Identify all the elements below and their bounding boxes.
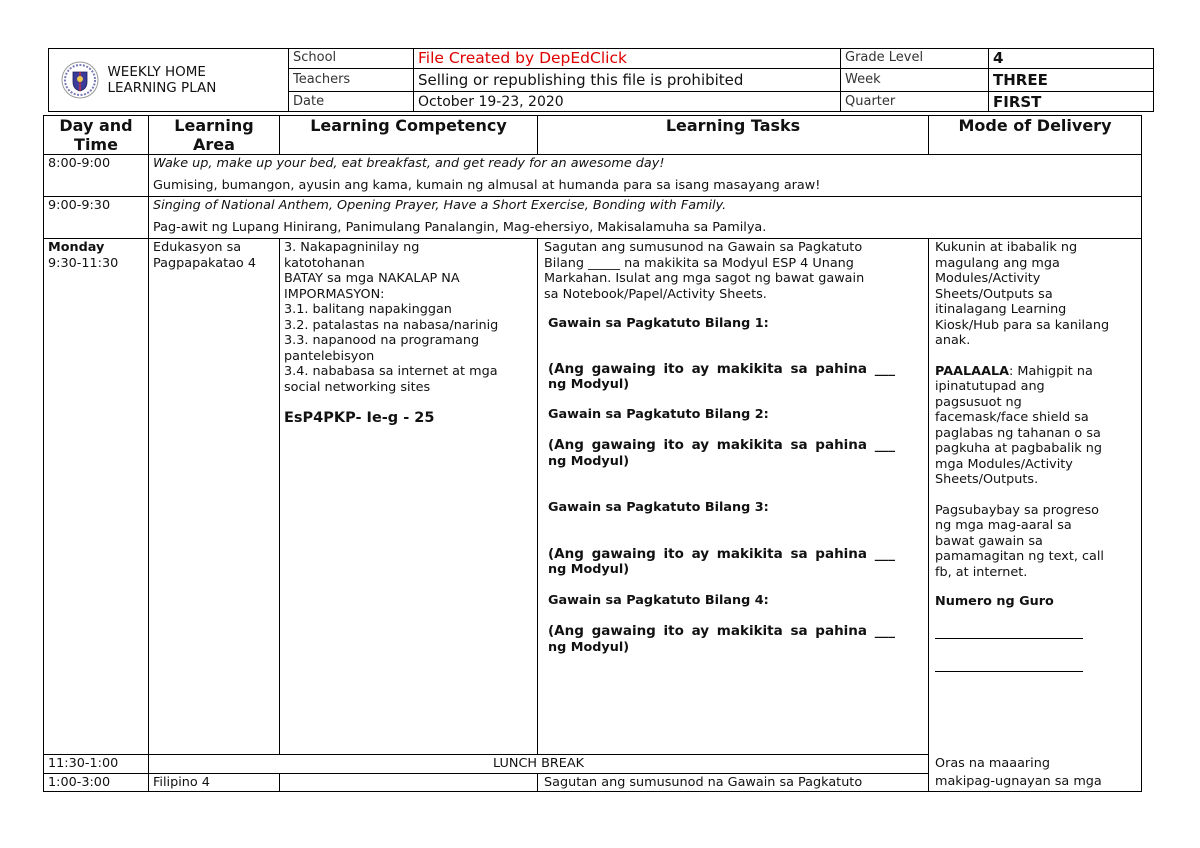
competency-line: social networking sites	[284, 379, 431, 395]
paalala-line: facemask/face shield sa	[935, 410, 1089, 425]
plan-header	[48, 48, 1153, 112]
competency-line: pantelebisyon	[284, 348, 375, 364]
grade-level-label: Grade Level	[841, 49, 989, 69]
tasks-intro: sa Notebook/Papel/Activity Sheets.	[544, 286, 767, 302]
col-day-time-line2: Time	[74, 135, 118, 154]
monday-mode-cell	[929, 239, 1142, 755]
col-learning-area-line1: Learning	[174, 116, 254, 135]
plan-title-line2: LEARNING PLAN	[107, 80, 217, 96]
plan-title-line1: WEEKLY HOME	[107, 64, 206, 80]
paalala-line: mga Modules/Activity	[935, 456, 1073, 472]
row1-activity	[149, 155, 1142, 197]
competency-code: EsP4PKP- Ie-g - 25	[284, 410, 435, 426]
progress-line: bawat gawain sa	[935, 533, 1043, 549]
progress-line: pamamagitan ng text, call	[935, 549, 1104, 564]
mode-line: Kiosk/Hub para sa kanilang	[935, 317, 1110, 333]
competency-line: 3.3. napanood na programang	[284, 333, 480, 348]
monday-competency-cell	[280, 239, 538, 755]
paalala-label: PAALAALA	[935, 363, 1010, 379]
paalala-text: : Mahigpit na	[1009, 363, 1093, 379]
tasks-intro: Bilang _____ na makikita sa Modyul ESP 4 Unang	[544, 255, 854, 271]
schedule-table	[43, 115, 1142, 792]
row2-time: 9:00-9:30	[44, 197, 149, 239]
gawain-note: (Ang gawaing ito ay makikita sa pahina ___	[548, 545, 895, 562]
gawain-note-2: ng Modyul)	[548, 562, 630, 577]
table-row	[44, 155, 1142, 197]
grade-level-value: 4	[989, 49, 1154, 69]
gawain-note: (Ang gawaing ito ay makikita sa pahina ___	[548, 360, 895, 377]
school-label: School	[289, 49, 414, 69]
column-header-row	[44, 116, 1142, 155]
paalala-line: Sheets/Outputs.	[935, 472, 1039, 487]
competency-line: 3.2. patalastas na nabasa/narinig	[284, 317, 499, 333]
gawain-note-2: ng Modyul)	[548, 377, 630, 392]
paalala-line: ipinatutupad ang	[935, 379, 1045, 394]
afternoon-mode: makipag-ugnayan sa mga	[929, 773, 1142, 792]
monday-area-line2: Pagpapakatao 4	[153, 255, 256, 271]
blank-line-1	[935, 626, 1137, 644]
col-learning-area-line2: Area	[193, 135, 235, 154]
mode-line: Kukunin at ibabalik ng	[935, 240, 1078, 255]
competency-line: 3.1. balitang napakinggan	[284, 302, 452, 317]
gawain-note: (Ang gawaing ito ay makikita sa pahina ___	[548, 623, 895, 639]
week-value: THREE	[989, 68, 1154, 91]
monday-tasks-cell	[538, 239, 929, 755]
paalala-line: pagsusuot ng	[935, 394, 1022, 410]
gawain-2: Gawain sa Pagkatuto Bilang 2:	[548, 406, 769, 422]
row2-line1: Singing of National Anthem, Opening Prayer, Have a Short Exercise, Bonding with Family.	[153, 198, 727, 213]
lunch-row	[44, 755, 1142, 774]
monday-time: 9:30-11:30	[48, 255, 119, 271]
monday-time-cell	[44, 239, 149, 755]
gawain-4: Gawain sa Pagkatuto Bilang 4:	[548, 592, 769, 608]
mode-line: magulang ang mga	[935, 255, 1060, 271]
competency-line: 3. Nakapagninilay ng	[284, 240, 420, 255]
col-day-time-line1: Day and	[59, 116, 133, 135]
quarter-value: FIRST	[989, 92, 1154, 112]
date-value: October 19-23, 2020	[414, 92, 841, 112]
mode-line: itinalagang Learning	[935, 302, 1067, 317]
deped-seal-icon	[61, 61, 99, 99]
header-table	[48, 48, 1154, 112]
monday-row	[44, 239, 1142, 755]
paalala-line	[935, 364, 1137, 380]
blank-line-2	[935, 659, 1137, 677]
progress-line: Pagsubaybay sa progreso	[935, 502, 1100, 518]
afternoon-row	[44, 773, 1142, 792]
afternoon-area: Filipino 4	[149, 773, 280, 792]
gawain-note-2: ng Modyul)	[548, 453, 630, 469]
tasks-intro: Markahan. Isulat ang mga sagot ng bawat gawain	[544, 271, 865, 286]
gawain-note-2: ng Modyul)	[548, 639, 630, 655]
plan-title-cell	[49, 49, 289, 112]
paalala-line: pagkuha at pagbabalik ng	[935, 441, 1103, 456]
afternoon-time: 1:00-3:00	[44, 773, 149, 792]
gawain-3: Gawain sa Pagkatuto Bilang 3:	[548, 500, 769, 515]
monday-area-cell	[149, 239, 280, 755]
row1-line1: Wake up, make up your bed, eat breakfast, and get ready for an awesome day!	[153, 156, 665, 171]
quarter-label: Quarter	[841, 92, 989, 112]
teachers-label: Teachers	[289, 68, 414, 91]
gawain-1: Gawain sa Pagkatuto Bilang 1:	[548, 316, 769, 331]
afternoon-task: Sagutan ang sumusunod na Gawain sa Pagkatuto	[538, 773, 929, 792]
row2-line2: Pag-awit ng Lupang Hinirang, Panimulang Panalangin, Mag-ehersiyo, Makisalamuha sa Pamilya.	[153, 219, 767, 235]
paalala-line: paglabas ng tahanan o sa	[935, 425, 1101, 441]
progress-line: fb, at internet.	[935, 564, 1028, 580]
mode-line: Modules/Activity	[935, 271, 1041, 286]
week-label: Week	[841, 68, 989, 91]
mode-line: anak.	[935, 333, 971, 348]
competency-line: BATAY sa mga NAKALAP NA	[284, 271, 460, 286]
lunch-time: 11:30-1:00	[44, 755, 149, 774]
school-value: File Created by DepEdClick	[414, 49, 841, 69]
gawain-note: (Ang gawaing ito ay makikita sa pahina ___	[548, 437, 895, 453]
teachers-value: Selling or republishing this file is prohibited	[414, 68, 841, 91]
tasks-intro: Sagutan ang sumusunod na Gawain sa Pagkatuto	[544, 240, 863, 255]
row1-line2: Gumising, bumangon, ayusin ang kama, kumain ng almusal at humanda para sa isang masayang araw!	[153, 177, 821, 193]
plan-title	[107, 64, 216, 96]
col-learning-tasks: Learning Tasks	[538, 116, 929, 155]
competency-line: 3.4. nababasa sa internet at mga	[284, 364, 498, 379]
progress-line: ng mga mag-aaral sa	[935, 518, 1072, 533]
table-row	[44, 197, 1142, 239]
monday-area-line1: Edukasyon sa	[153, 240, 242, 255]
monday-day: Monday	[48, 240, 105, 255]
col-learning-area	[149, 116, 280, 155]
numero-ng-guro: Numero ng Guro	[935, 594, 1054, 609]
competency-line: katotohanan	[284, 255, 365, 271]
col-learning-competency: Learning Competency	[280, 116, 538, 155]
afternoon-competency	[280, 773, 538, 792]
mode-line: Sheets/Outputs sa	[935, 286, 1053, 302]
competency-line: IMPORMASYON:	[284, 286, 385, 302]
lunch-mode: Oras na maaaring	[929, 755, 1142, 774]
col-mode-of-delivery: Mode of Delivery	[929, 116, 1142, 155]
row1-time: 8:00-9:00	[44, 155, 149, 197]
lunch-break: LUNCH BREAK	[149, 755, 929, 774]
col-day-time	[44, 116, 149, 155]
row2-activity	[149, 197, 1142, 239]
date-label: Date	[289, 92, 414, 112]
